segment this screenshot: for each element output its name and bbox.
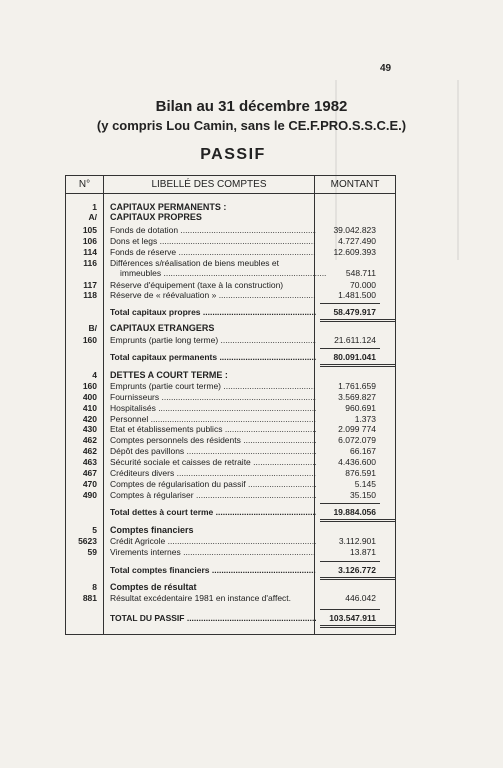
amount: 58.479.917 xyxy=(333,307,376,317)
account-code: 4 xyxy=(92,370,97,380)
section-heading-row xyxy=(66,202,395,212)
double-rule xyxy=(320,577,396,580)
total-row xyxy=(66,307,395,317)
document-subtitle: (y compris Lou Camin, sans le CE.F.PRO.S.S.C.E.) xyxy=(96,118,407,133)
header-amount: MONTANT xyxy=(330,179,380,190)
account-label: TOTAL DU PASSIF ..... xyxy=(110,613,316,623)
table-row xyxy=(66,490,395,500)
amount: 6.072.079 xyxy=(338,435,376,445)
account-code: 490 xyxy=(82,490,97,500)
account-code: 5623 xyxy=(78,536,97,546)
account-code: 1 xyxy=(92,202,97,212)
balance-table xyxy=(65,175,396,635)
account-code: 400 xyxy=(82,392,97,402)
amount: 3.569.827 xyxy=(338,392,376,402)
account-code: 118 xyxy=(83,290,97,300)
table-row xyxy=(66,392,395,402)
account-label: Hospitalisés ..... xyxy=(110,403,316,413)
account-code: 467 xyxy=(82,468,97,478)
account-code: 114 xyxy=(83,247,97,257)
account-code: 117 xyxy=(83,280,97,290)
section-heading-row xyxy=(66,582,395,592)
account-label: Dons et legs ..... xyxy=(110,236,316,246)
amount: 3.126.772 xyxy=(338,565,376,575)
amount: 4.436.600 xyxy=(338,457,376,467)
account-label: Fournisseurs ..... xyxy=(110,392,316,402)
section-heading-row xyxy=(66,212,395,222)
header-divider xyxy=(66,193,395,194)
account-label: Réserve d'équipement (taxe à la construction) xyxy=(110,280,284,290)
total-rule xyxy=(320,303,380,304)
account-label: Réserve de « réévaluation » ..... xyxy=(110,290,316,300)
table-row xyxy=(66,268,395,278)
amount: 39.042.823 xyxy=(333,225,376,235)
amount: 1.761.659 xyxy=(338,381,376,391)
amount: 35.150 xyxy=(350,490,376,500)
account-label: Etat et établissements publics ..... xyxy=(110,424,316,434)
account-label: Sécurité sociale et caisses de retraite ..... xyxy=(110,457,316,467)
double-rule xyxy=(320,319,396,322)
header-label: LIBELLÉ DES COMPTES xyxy=(151,179,267,190)
amount: 103.547.911 xyxy=(329,613,376,623)
account-label: Total dettes à court terme ..... xyxy=(110,507,316,517)
table-row xyxy=(66,468,395,478)
amount: 12.609.393 xyxy=(333,247,376,257)
account-code: 160 xyxy=(82,335,97,345)
account-label: CAPITAUX ETRANGERS xyxy=(110,323,215,333)
total-row xyxy=(66,613,395,623)
amount: 1.481.500 xyxy=(338,290,376,300)
table-row xyxy=(66,381,395,391)
amount: 1.373 xyxy=(354,414,376,424)
account-label: Fonds de réserve ..... xyxy=(110,247,316,257)
table-row xyxy=(66,290,395,300)
account-code: 5 xyxy=(92,525,97,535)
total-rule xyxy=(320,348,380,349)
account-code: 463 xyxy=(82,457,97,467)
account-label: DETTES A COURT TERME : xyxy=(110,370,228,380)
table-row xyxy=(66,335,395,345)
section-title: PASSIF xyxy=(200,146,266,163)
account-label: Dépôt des pavillons ..... xyxy=(110,446,316,456)
table-row xyxy=(66,593,395,603)
account-code: 470 xyxy=(82,479,97,489)
document-title: Bilan au 31 décembre 1982 xyxy=(155,98,348,115)
account-label: Comptes financiers xyxy=(110,525,194,535)
account-label: Total capitaux propres ..... xyxy=(110,307,316,317)
account-label: Total capitaux permanents ..... xyxy=(110,352,316,362)
account-label: Personnel ..... xyxy=(110,414,316,424)
amount: 66.167 xyxy=(350,446,376,456)
table-row xyxy=(66,403,395,413)
table-row xyxy=(66,414,395,424)
account-label: Comptes de résultat xyxy=(110,582,197,592)
table-row xyxy=(66,479,395,489)
account-label: Virements internes ..... xyxy=(110,547,316,557)
account-label: Comptes personnels des résidents ..... xyxy=(110,435,316,445)
account-label: Résultat excédentaire 1981 en instance d'affect. xyxy=(110,593,292,603)
total-rule xyxy=(320,561,380,562)
account-label: Emprunts (partie court terme) ..... xyxy=(110,381,316,391)
table-row xyxy=(66,225,395,235)
section-heading-row xyxy=(66,370,395,380)
account-label: CAPITAUX PERMANENTS : xyxy=(110,202,227,212)
account-label: Comptes à régulariser ..... xyxy=(110,490,316,500)
table-row xyxy=(66,280,395,290)
account-code: 59 xyxy=(87,547,97,557)
section-heading-row xyxy=(66,323,395,333)
total-row xyxy=(66,507,395,517)
table-row xyxy=(66,424,395,434)
account-code: 462 xyxy=(82,446,97,456)
amount: 2.099 774 xyxy=(338,424,376,434)
account-label: immeubles ..... xyxy=(120,268,326,278)
account-code: 420 xyxy=(82,414,97,424)
account-code: 462 xyxy=(82,435,97,445)
amount: 80.091.041 xyxy=(333,352,376,362)
double-rule xyxy=(320,364,396,367)
account-label: Crédit Agricole ..... xyxy=(110,536,316,546)
double-rule xyxy=(320,519,396,522)
header-number: N° xyxy=(78,179,91,190)
amount: 960.691 xyxy=(345,403,376,413)
page-number: 49 xyxy=(380,63,392,74)
table-row xyxy=(66,547,395,557)
table-row xyxy=(66,446,395,456)
amount: 548.711 xyxy=(345,268,376,278)
account-code: 410 xyxy=(82,403,97,413)
account-label: Fonds de dotation ..... xyxy=(110,225,316,235)
amount: 876.591 xyxy=(345,468,376,478)
double-rule xyxy=(320,625,396,628)
table-row xyxy=(66,457,395,467)
account-label: Comptes de régularisation du passif ..... xyxy=(110,479,316,489)
account-label: Emprunts (partie long terme) ..... xyxy=(110,335,316,345)
amount: 21.611.124 xyxy=(334,335,376,345)
amount: 19.884.056 xyxy=(333,507,376,517)
total-rule xyxy=(320,609,380,610)
amount: 4.727.490 xyxy=(338,236,376,246)
total-row xyxy=(66,565,395,575)
account-code: B/ xyxy=(88,323,97,333)
account-code: 160 xyxy=(82,381,97,391)
total-row xyxy=(66,352,395,362)
table-row xyxy=(66,536,395,546)
account-code: A/ xyxy=(88,212,97,222)
amount: 13.871 xyxy=(350,547,376,557)
table-row xyxy=(66,435,395,445)
account-code: 116 xyxy=(83,258,97,268)
account-label: CAPITAUX PROPRES xyxy=(110,212,202,222)
account-code: 106 xyxy=(82,236,97,246)
account-label: Créditeurs divers ..... xyxy=(110,468,316,478)
table-row xyxy=(66,236,395,246)
table-row xyxy=(66,247,395,257)
table-row xyxy=(66,258,395,268)
account-code: 881 xyxy=(82,593,97,603)
amount: 446.042 xyxy=(345,593,376,603)
section-heading-row xyxy=(66,525,395,535)
account-code: 8 xyxy=(92,582,97,592)
amount: 3.112.901 xyxy=(338,536,376,546)
amount: 5.145 xyxy=(354,479,376,489)
account-label: Différences s/réalisation de biens meubles et xyxy=(110,258,279,268)
account-code: 430 xyxy=(82,424,97,434)
account-label: Total comptes financiers ..... xyxy=(110,565,316,575)
total-rule xyxy=(320,503,380,504)
account-code: 105 xyxy=(82,225,97,235)
amount: 70.000 xyxy=(350,280,376,290)
